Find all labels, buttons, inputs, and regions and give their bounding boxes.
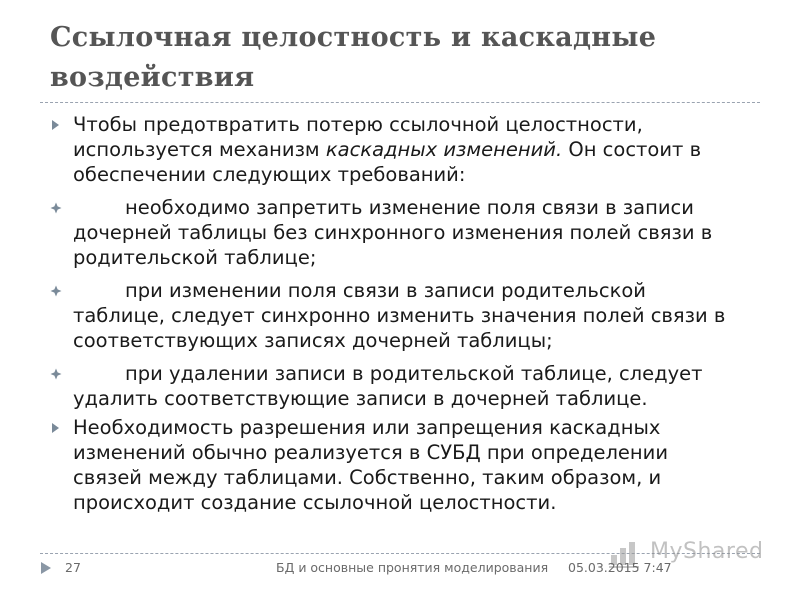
sub-bullet-item [50,361,740,411]
sub-bullet-item [50,278,740,353]
footer [0,558,800,588]
bullet-text-end: Он состоит в обеспечении следующих требований: [73,138,702,186]
bullet-text: Необходимость разрешения или запрещения каскадных изменений обычно реализуется в СУБД при определении связей между таблицами. Собственно, таким образом, и происходит создание ссылочной целостности. [73,416,669,514]
triangle-bullet-icon [50,119,62,131]
slide-title: Ссылочная целостность и каскадные воздействия [50,22,657,93]
diamond-bullet-icon [50,202,62,214]
bullet-item [50,112,740,187]
triangle-bullet-icon [50,422,62,434]
footer-arrow-icon [40,561,52,575]
bullet-text-emphasis: каскадных изменений. [325,138,563,161]
bullet-item [50,415,740,515]
footer-date: 05.03.2015 7:47 [568,560,672,575]
page-number: 27 [65,560,81,575]
slide-content [50,108,740,515]
diamond-bullet-icon [50,285,62,297]
title-divider [40,102,760,103]
sub-bullet-item [50,195,740,270]
sub-bullet-text: необходимо запретить изменение поля связи в записи дочерней таблицы без синхронного изменения полей связи в родительской таблице; [73,196,713,269]
footer-title: БД и основные пронятия моделирования [276,560,549,575]
bullet-text-start: Чтобы предотвратить потерю ссылочной целостности, используется механизм [73,113,643,161]
watermark-text: MyShared [650,539,764,564]
sub-bullet-text: при изменении поля связи в записи родительской таблице, следует синхронно изменить значения полей связи в соответствующих записях дочерней таблицы; [73,279,726,352]
diamond-bullet-icon [50,368,62,380]
sub-bullet-text: при удалении записи в родительской таблице, следует удалить соответствующие записи в дочерней таблице. [73,362,703,410]
